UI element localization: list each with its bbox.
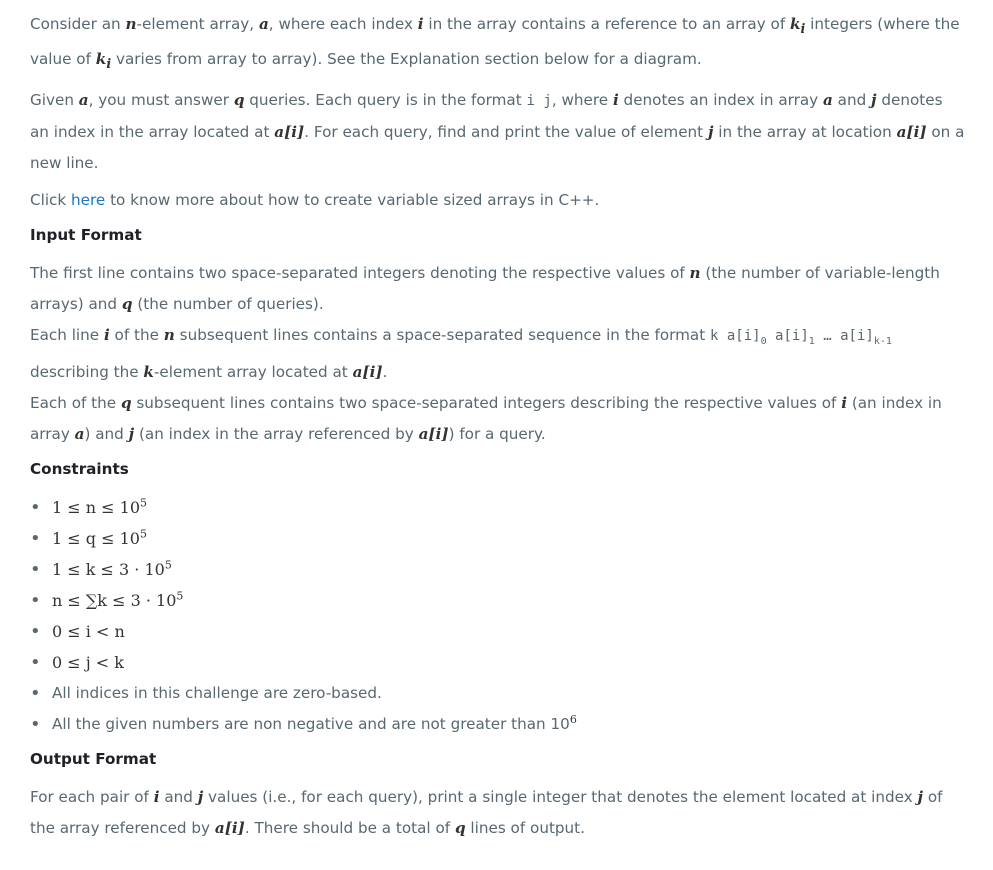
math-sub: i — [800, 21, 806, 37]
code-query-format: i j — [526, 93, 552, 110]
math-j: j — [707, 123, 714, 142]
input-line-3 — [30, 388, 965, 450]
text: of the — [109, 326, 164, 345]
math-sub: i — [106, 56, 112, 72]
text: on a new line. — [30, 123, 965, 173]
math-a: a — [822, 91, 833, 110]
math-q: q — [233, 91, 245, 110]
text: subsequent lines contains two space-separated integers describing the respective values of — [131, 393, 842, 412]
list-item — [52, 647, 965, 678]
math-i: i — [612, 91, 619, 110]
math-n: n — [689, 264, 701, 283]
code-dots: … — [814, 328, 841, 345]
output-format-body — [30, 782, 965, 844]
constraint-text: n ≤ ∑k ≤ 3 · 10 — [52, 590, 177, 610]
intro-paragraph-1 — [30, 9, 965, 79]
math-ai: a[i] — [274, 123, 305, 142]
text: and — [832, 91, 872, 110]
text: denotes an index in array — [618, 91, 823, 110]
code-part: k a[i] — [710, 328, 761, 345]
list-item — [52, 709, 965, 740]
text: ) and — [84, 424, 129, 443]
math-q: q — [120, 393, 132, 412]
input-line-1 — [30, 258, 965, 320]
intro-paragraph-2 — [30, 85, 965, 179]
text: . For each query, find and print the value of element — [304, 123, 708, 142]
problem-statement — [30, 9, 965, 844]
math-a: a — [78, 91, 89, 110]
constraint-text: All indices in this challenge are zero-based. — [52, 683, 382, 702]
math-ai: a[i] — [896, 123, 927, 142]
math-k: k — [95, 50, 107, 69]
text: to know more about how to create variable sized arrays in C++. — [105, 191, 600, 210]
constraint-text: 1 ≤ k ≤ 3 · 10 — [52, 559, 165, 579]
list-item — [52, 616, 965, 647]
text: in the array contains a reference to an array of — [423, 15, 790, 33]
text: ) for a query. — [448, 424, 546, 443]
here-link[interactable]: here — [71, 191, 106, 210]
math-n: n — [163, 326, 175, 345]
text: (the number of variable-length arrays) and — [30, 264, 940, 314]
math-i: i — [417, 15, 424, 33]
list-item — [52, 554, 965, 585]
code-part: a[i] — [840, 328, 874, 345]
text: (an index in array — [30, 393, 942, 443]
text: , where — [551, 91, 613, 110]
code-sub: 0 — [760, 335, 767, 347]
math-n: n — [125, 15, 137, 33]
text: , where each index — [268, 15, 418, 33]
constraint-text: 1 ≤ n ≤ 10 — [52, 497, 140, 517]
math-k: k — [143, 362, 154, 381]
math-a: a — [74, 424, 85, 443]
list-item — [52, 678, 965, 709]
text: subsequent lines contains a space-separated sequence in the format — [174, 326, 711, 345]
constraint-text: 1 ≤ q ≤ 10 — [52, 528, 140, 548]
text: (an index in the array referenced by — [134, 424, 419, 443]
math-j: j — [917, 787, 924, 806]
math-i: i — [103, 326, 110, 345]
text: Each of the — [30, 393, 121, 412]
constraint-text: All the given numbers are non negative and are not greater than 10 — [52, 714, 570, 733]
text: , you must answer — [88, 91, 234, 110]
exponent: 5 — [140, 496, 147, 510]
text: describing the — [30, 362, 144, 381]
text: -element array located at — [153, 362, 353, 381]
math-i: i — [841, 393, 847, 412]
math-ki — [790, 15, 806, 37]
list-item — [52, 523, 965, 554]
constraint-text: 0 ≤ j < k — [52, 652, 124, 672]
math-a: a — [258, 15, 269, 33]
code-sub: k-1 — [873, 335, 892, 347]
list-item — [52, 585, 965, 616]
code-part: a[i] — [766, 328, 809, 345]
math-ki — [95, 50, 112, 72]
text: values (i.e., for each query), print a single integer that denotes the element located at index — [203, 787, 918, 806]
text: The first line contains two space-separated integers denoting the respective values of — [30, 264, 690, 283]
code-sub: 1 — [808, 335, 815, 347]
intro-paragraph-3 — [30, 185, 965, 216]
text: integers (where the value of — [30, 15, 960, 69]
math-j: j — [128, 424, 135, 443]
exponent: 5 — [176, 589, 184, 603]
code-line-format — [710, 328, 892, 347]
text: of the array referenced by — [30, 787, 943, 837]
input-format-body — [30, 258, 965, 450]
constraints-list — [30, 492, 965, 740]
math-ai: a[i] — [418, 424, 449, 443]
text: Click — [30, 191, 72, 210]
math-ai: a[i] — [214, 818, 245, 837]
text: (the number of queries). — [132, 295, 324, 314]
text: Consider an — [30, 15, 126, 33]
text: Each line — [30, 326, 104, 345]
exponent: 5 — [139, 527, 147, 541]
text: -element array, — [136, 15, 259, 33]
text: . — [382, 362, 388, 381]
exponent: 6 — [569, 712, 577, 726]
math-q: q — [121, 295, 133, 314]
text: lines of output. — [465, 818, 585, 837]
constraint-text: 0 ≤ i < n — [52, 621, 125, 641]
input-line-2 — [30, 320, 965, 388]
list-item — [52, 492, 965, 523]
text: varies from array to array). See the Explanation section below for a diagram. — [111, 50, 702, 69]
text: . There should be a total of — [244, 818, 455, 837]
math-ai: a[i] — [352, 362, 383, 381]
math-j: j — [197, 787, 204, 806]
text: For each pair of — [30, 787, 154, 806]
text: Given — [30, 91, 79, 110]
math-i: i — [153, 787, 160, 806]
text: in the array at location — [713, 123, 897, 142]
output-format-heading: Output Format — [30, 749, 157, 768]
text: queries. Each query is in the format — [244, 91, 527, 110]
math-k: k — [790, 15, 801, 33]
exponent: 5 — [164, 558, 172, 572]
math-j: j — [871, 91, 877, 110]
constraints-heading: Constraints — [30, 459, 129, 478]
text: and — [159, 787, 198, 806]
text: denotes an index in the array located at — [30, 91, 943, 142]
input-format-heading: Input Format — [30, 226, 142, 245]
math-q: q — [454, 818, 466, 837]
